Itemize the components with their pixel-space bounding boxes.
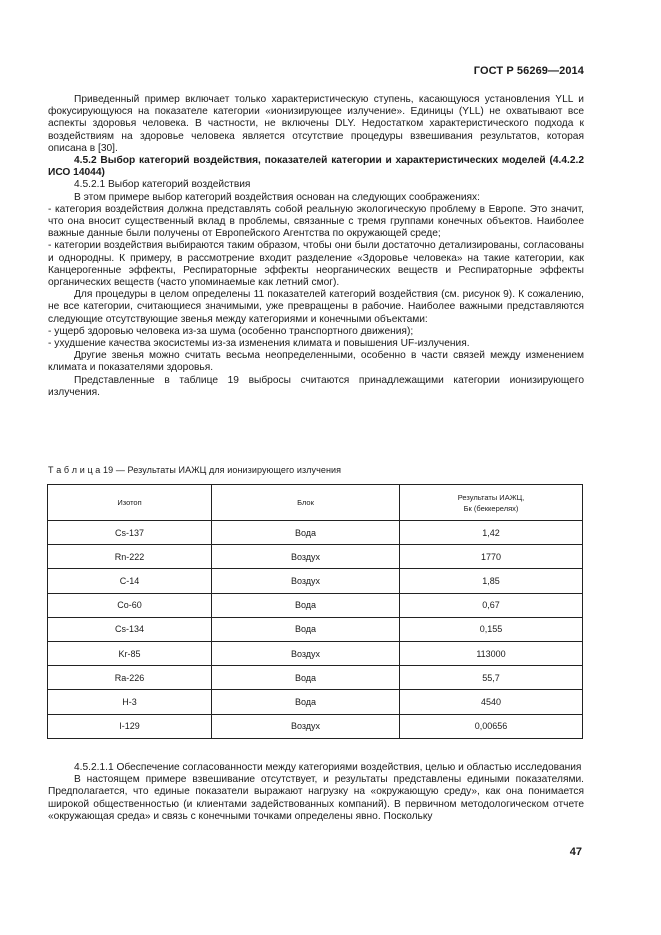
table-row (48, 593, 583, 617)
cell-block: Воздух (212, 569, 400, 593)
cell-block: Воздух (212, 641, 400, 665)
table-row (48, 666, 583, 690)
subsection-heading: 4.5.2.1 Выбор категорий воздействия (74, 179, 251, 191)
cell-block: Вода (212, 521, 400, 545)
list-item: - категории воздействия выбираются таким образом, чтобы они были достаточно детализированы, согласованы и однородны. К примеру, в рассмотрение входит разделение «Здоровье человека» на такие категории, как Канцерогенные эффекты, Респираторные эффекты неорганических веществ и Респираторные эффекты органических веществ (часто упоминаемые как летний смог). (48, 240, 584, 289)
table-row (48, 641, 583, 665)
cell-result: 0,00656 (400, 714, 583, 738)
cell-result: 1,85 (400, 569, 583, 593)
body-text (48, 94, 584, 399)
cell-block: Воздух (212, 714, 400, 738)
cell-block: Воздух (212, 545, 400, 569)
results-table (47, 484, 583, 739)
header-results-line1: Результаты ИАЖЦ, (457, 492, 525, 502)
paragraph: В этом примере выбор категорий воздействия основан на следующих соображениях: (74, 191, 480, 203)
cell-isotope: Cs-134 (48, 617, 212, 641)
cell-isotope: H-3 (48, 690, 212, 714)
cell-isotope: Cs-137 (48, 521, 212, 545)
table-header-row (48, 485, 583, 521)
cell-isotope: Rn-222 (48, 545, 212, 569)
table-row (48, 690, 583, 714)
cell-isotope: Ra-226 (48, 666, 212, 690)
header-cell-results (400, 485, 583, 521)
list-item: - категория воздействия должна представлять собой реальную экологическую проблему в Европе. Это значит, что она вносит существенный вклад в проблемы, связанные с тремя группами конечных объектов. Наиболее важные данные были получены от Европейского Агентства по окружающей среде; (48, 203, 584, 240)
cell-block: Вода (212, 666, 400, 690)
header-results-line2: Бк (беккерелях) (463, 503, 519, 513)
cell-result: 1770 (400, 545, 583, 569)
paragraph: Другие звенья можно считать весьма неопределенными, особенно в части связей между изменением климата и показателями здоровья. (48, 350, 584, 374)
table-row (48, 714, 583, 738)
cell-result: 0,155 (400, 617, 583, 641)
list-item: - ухудшение качества экосистемы из-за изменения климата и повышения UF-излучения. (48, 338, 470, 350)
cell-block: Вода (212, 593, 400, 617)
section-heading: 4.5.2 Выбор категорий воздействия, показателей категории и характеристических моделей (4.4.2.2 ИСО 14044) (48, 155, 584, 179)
cell-result: 55,7 (400, 666, 583, 690)
cell-result: 4540 (400, 690, 583, 714)
cell-result: 113000 (400, 641, 583, 665)
cell-result: 1,42 (400, 521, 583, 545)
table-caption (48, 465, 341, 475)
table-row (48, 617, 583, 641)
paragraph: В настоящем примере взвешивание отсутствует, и результаты представлены едиными показателями. Предполагается, что единые показатели выражают нагрузку на «окружающую среду», как она понимается широкой общественностью (и клиентами задействованных компаний). В первичном методологическом отчете «окружающая среда» и связь с конечными точками определены явно. Поскольку (48, 774, 584, 822)
table-caption-title: 19 — Результаты ИАЖЦ для ионизирующего излучения (103, 465, 342, 475)
standard-header: ГОСТ Р 56269—2014 (473, 65, 584, 77)
paragraph: Представленные в таблице 19 выбросы считаются принадлежащими категории ионизирующего излучения. (48, 374, 584, 398)
table-row (48, 545, 583, 569)
table-row (48, 569, 583, 593)
header-cell-block: Блок (212, 485, 400, 521)
lower-text (48, 762, 584, 823)
subsection-heading: 4.5.2.1.1 Обеспечение согласованности между категориями воздействия, целью и областью исследования (74, 762, 582, 773)
cell-result: 0,67 (400, 593, 583, 617)
list-item: - ущерб здоровью человека из-за шума (особенно транспортного движения); (48, 325, 414, 337)
cell-isotope: C-14 (48, 569, 212, 593)
paragraph: Приведенный пример включает только характеристическую ступень, касающуюся установления YLL и фокусирующуюся на показателе категории «ионизирующее излучение». Единицы (YLL) не охватывают все аспекты здоровья человека. В частности, не включены DLY. Недостатком характеристического подхода к воздействиям на здоровье человека является отсутствие процедуры взвешивания результатов, которая описана в [30]. (48, 94, 584, 154)
table-row (48, 521, 583, 545)
cell-isotope: I-129 (48, 714, 212, 738)
page-number: 47 (569, 846, 582, 858)
cell-block: Вода (212, 690, 400, 714)
cell-isotope: Kr-85 (48, 641, 212, 665)
table-caption-label: Т а б л и ц а (48, 465, 101, 475)
paragraph: Для процедуры в целом определены 11 показателей категорий воздействия (см. рисунок 9). К сожалению, не все категории, считающиеся значимыми, уже превращены в рабочие. Наиболее важными представляются следующие отсутствующие звенья между категориями и конечными объектами: (48, 289, 584, 325)
cell-block: Вода (212, 617, 400, 641)
cell-isotope: Co-60 (48, 593, 212, 617)
header-cell-isotope: Изотоп (48, 485, 212, 521)
